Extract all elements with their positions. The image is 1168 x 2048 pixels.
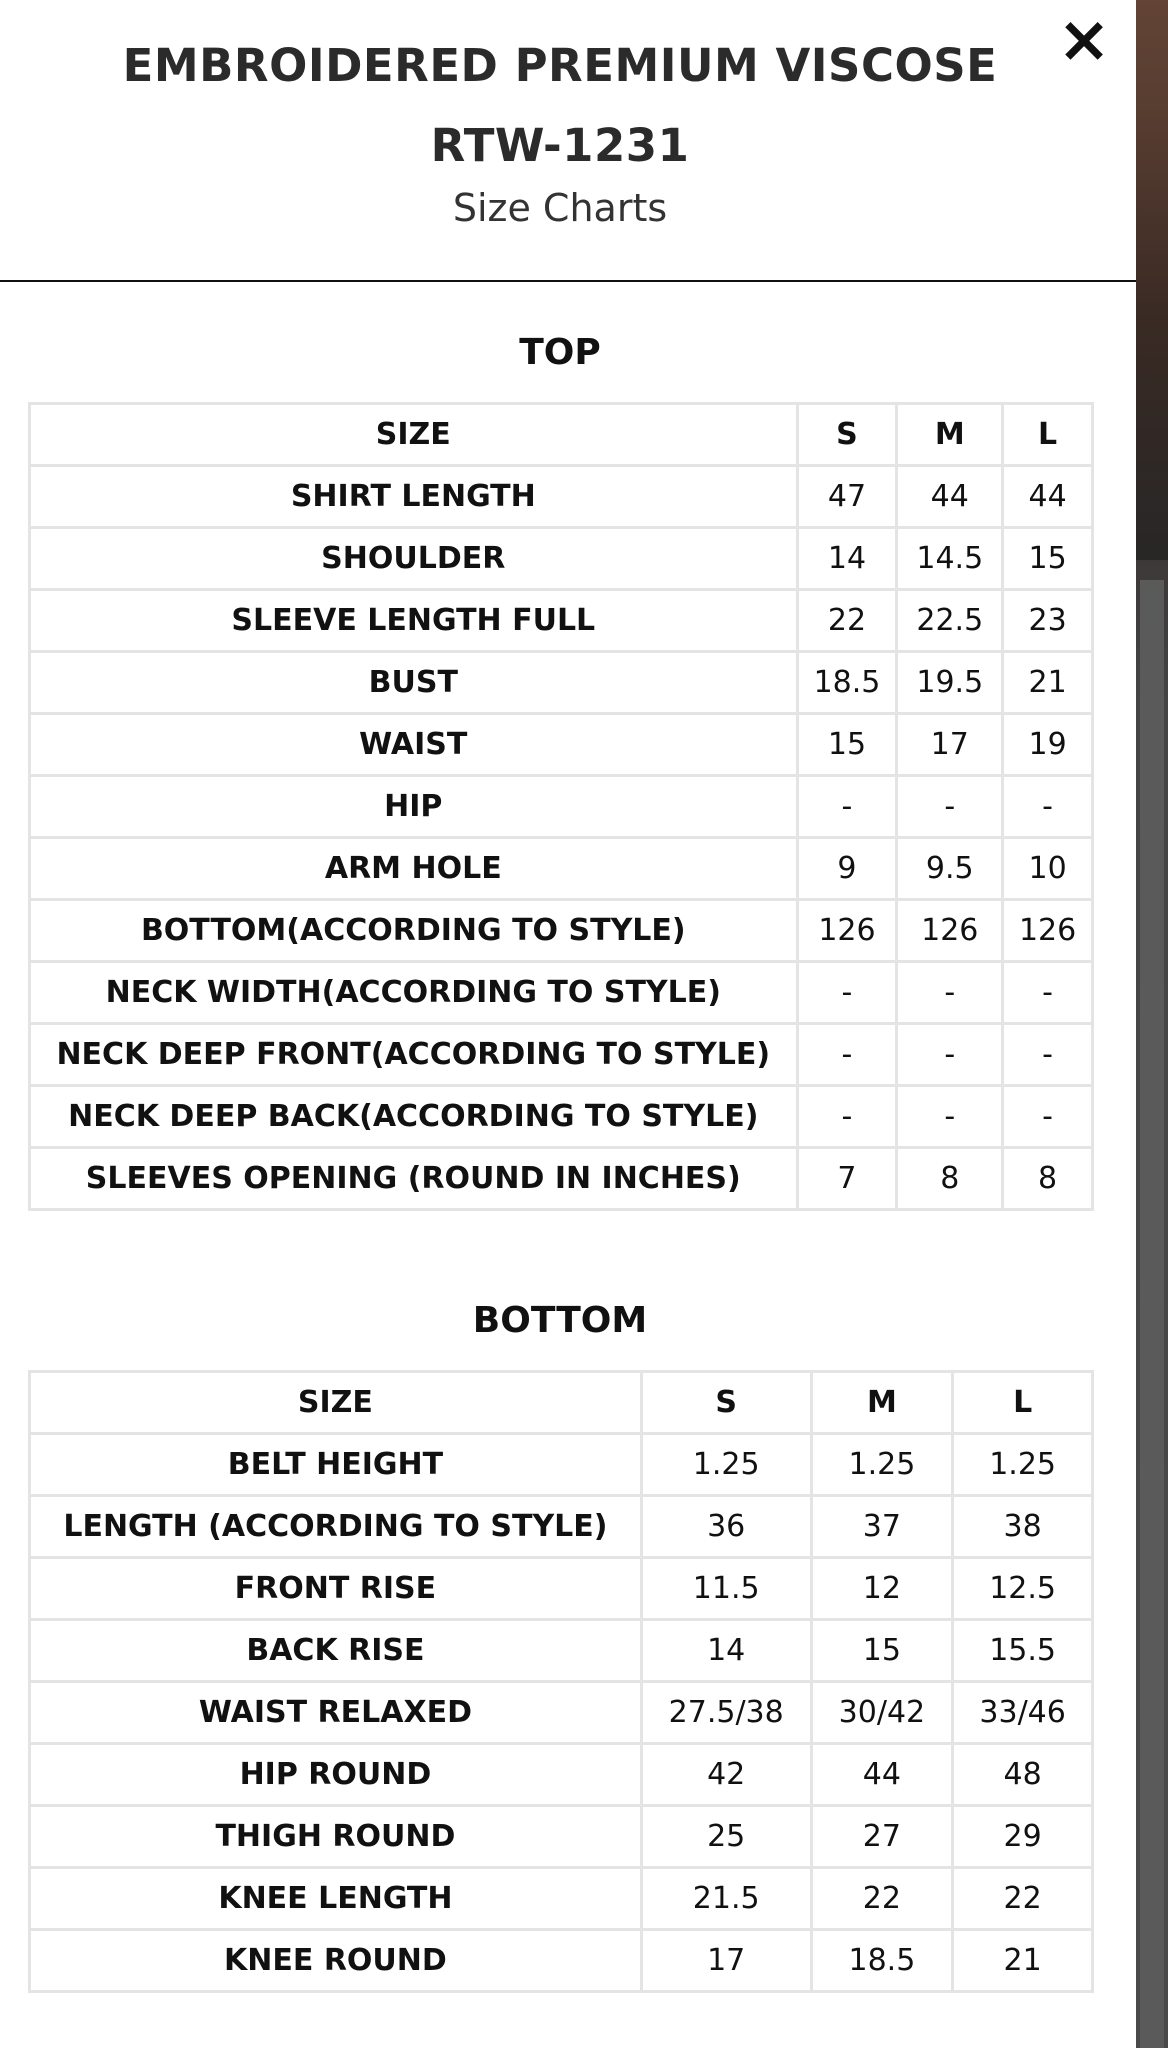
measurement-value: 38 [953,1496,1093,1558]
measurement-value: 27.5/38 [641,1682,811,1744]
measurement-label: SHIRT LENGTH [30,466,798,528]
measurement-value: 22 [953,1868,1093,1930]
measurement-label: SLEEVE LENGTH FULL [30,590,798,652]
measurement-value: 25 [641,1806,811,1868]
table-row [30,776,1093,838]
measurement-value: 1.25 [811,1434,953,1496]
measurement-label: BACK RISE [30,1620,642,1682]
measurement-value: 1.25 [641,1434,811,1496]
measurement-value: 47 [797,466,897,528]
measurement-value: - [797,1086,897,1148]
measurement-label: HIP ROUND [30,1744,642,1806]
measurement-label: KNEE ROUND [30,1930,642,1992]
measurement-value: 126 [897,900,1003,962]
top-column-header: M [897,404,1003,466]
measurement-value: 22 [811,1868,953,1930]
measurement-value: 17 [641,1930,811,1992]
top-size-table [28,402,1094,1211]
measurement-value: - [1003,776,1093,838]
bottom-column-header: L [953,1372,1093,1434]
measurement-value: 22 [797,590,897,652]
table-row [30,652,1093,714]
measurement-label: SHOULDER [30,528,798,590]
measurement-value: 11.5 [641,1558,811,1620]
measurement-value: 19.5 [897,652,1003,714]
bottom-section-title: BOTTOM [472,1300,648,1341]
measurement-value: 44 [1003,466,1093,528]
table-row [30,1744,1093,1806]
measurement-value: 9 [797,838,897,900]
top-column-header: L [1003,404,1093,466]
measurement-value: 42 [641,1744,811,1806]
measurement-value: 15 [811,1620,953,1682]
measurement-value: 22.5 [897,590,1003,652]
modal-subtitle: Size Charts [452,186,668,230]
measurement-value: - [797,776,897,838]
table-row [30,838,1093,900]
measurement-value: 9.5 [897,838,1003,900]
table-row [30,1806,1093,1868]
modal-header [0,0,1136,282]
bottom-column-header: M [811,1372,953,1434]
measurement-label: THIGH ROUND [30,1806,642,1868]
measurement-value: 10 [1003,838,1093,900]
table-row [30,1558,1093,1620]
table-row [30,528,1093,590]
measurement-value: - [797,1024,897,1086]
table-row [30,1086,1093,1148]
bottom-column-header: SIZE [30,1372,642,1434]
table-row [30,1024,1093,1086]
measurement-value: 44 [811,1744,953,1806]
backdrop-image [1136,0,1168,560]
measurement-value: 14 [641,1620,811,1682]
measurement-value: - [797,962,897,1024]
table-row [30,1434,1093,1496]
product-title-line2: RTW-1231 [430,119,690,172]
measurement-value: 12.5 [953,1558,1093,1620]
table-row [30,1496,1093,1558]
measurement-value: 17 [897,714,1003,776]
table-row [30,1930,1093,1992]
measurement-value: - [897,776,1003,838]
measurement-value: 18.5 [811,1930,953,1992]
measurement-value: 48 [953,1744,1093,1806]
measurement-value: 21 [953,1930,1093,1992]
measurement-label: NECK WIDTH(ACCORDING TO STYLE) [30,962,798,1024]
bottom-table-header-row [30,1372,1093,1434]
measurement-value: - [1003,962,1093,1024]
measurement-label: ARM HOLE [30,838,798,900]
table-row [30,1148,1093,1210]
measurement-value: 21 [1003,652,1093,714]
measurement-value: 23 [1003,590,1093,652]
table-row [30,900,1093,962]
measurement-label: BELT HEIGHT [30,1434,642,1496]
measurement-value: 21.5 [641,1868,811,1930]
measurement-label: BUST [30,652,798,714]
measurement-value: 33/46 [953,1682,1093,1744]
measurement-value: - [897,1086,1003,1148]
top-column-header: SIZE [30,404,798,466]
measurement-value: 1.25 [953,1434,1093,1496]
measurement-label: SLEEVES OPENING (ROUND IN INCHES) [30,1148,798,1210]
measurement-value: 36 [641,1496,811,1558]
table-row [30,1620,1093,1682]
measurement-value: 126 [797,900,897,962]
measurement-value: - [897,1024,1003,1086]
measurement-value: 19 [1003,714,1093,776]
product-title [0,26,1120,186]
measurement-value: 29 [953,1806,1093,1868]
measurement-value: 15 [797,714,897,776]
measurement-value: 8 [897,1148,1003,1210]
close-icon[interactable]: × [1057,3,1111,77]
measurement-label: WAIST [30,714,798,776]
measurement-value: 37 [811,1496,953,1558]
measurement-value: 126 [1003,900,1093,962]
bottom-size-table [28,1370,1094,1993]
measurement-value: 14 [797,528,897,590]
measurement-label: HIP [30,776,798,838]
top-column-header: S [797,404,897,466]
measurement-label: LENGTH (ACCORDING TO STYLE) [30,1496,642,1558]
bottom-column-header: S [641,1372,811,1434]
measurement-value: - [1003,1086,1093,1148]
measurement-value: 14.5 [897,528,1003,590]
measurement-value: 27 [811,1806,953,1868]
table-row [30,714,1093,776]
table-row [30,1868,1093,1930]
measurement-label: WAIST RELAXED [30,1682,642,1744]
measurement-label: BOTTOM(ACCORDING TO STYLE) [30,900,798,962]
top-section-title: TOP [519,332,601,373]
measurement-value: 15.5 [953,1620,1093,1682]
table-row [30,466,1093,528]
measurement-label: NECK DEEP BACK(ACCORDING TO STYLE) [30,1086,798,1148]
scrollbar[interactable] [1140,580,1164,2048]
product-title-line1: EMBROIDERED PREMIUM VISCOSE [122,39,998,92]
measurement-value: 12 [811,1558,953,1620]
measurement-value: - [1003,1024,1093,1086]
table-row [30,590,1093,652]
measurement-label: KNEE LENGTH [30,1868,642,1930]
measurement-label: FRONT RISE [30,1558,642,1620]
measurement-value: - [897,962,1003,1024]
table-row [30,962,1093,1024]
measurement-value: 30/42 [811,1682,953,1744]
table-row [30,1682,1093,1744]
measurement-value: 7 [797,1148,897,1210]
top-table-header-row [30,404,1093,466]
measurement-value: 18.5 [797,652,897,714]
measurement-value: 8 [1003,1148,1093,1210]
measurement-value: 44 [897,466,1003,528]
measurement-label: NECK DEEP FRONT(ACCORDING TO STYLE) [30,1024,798,1086]
measurement-value: 15 [1003,528,1093,590]
